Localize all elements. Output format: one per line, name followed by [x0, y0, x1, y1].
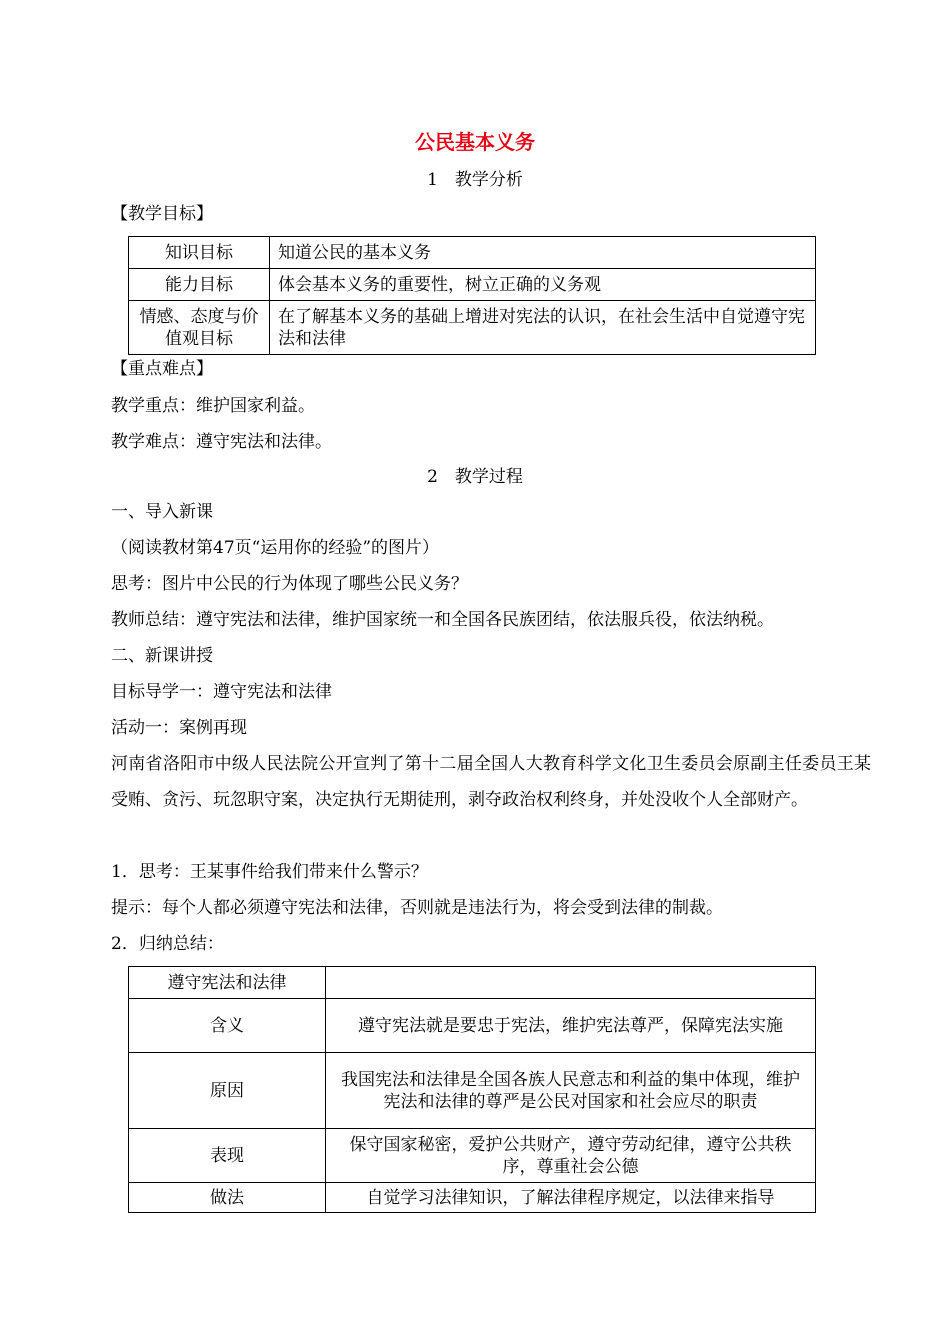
document-title: 公民基本义务 [415, 130, 535, 154]
table-row [129, 999, 816, 1053]
table-row [129, 1053, 816, 1129]
part-two-heading: 二、新课讲授 [111, 646, 213, 666]
summary-value: 自觉学习法律知识，了解法律程序规定，以法律来指导 [326, 1183, 816, 1213]
question-one: 1．思考：王某事件给我们带来什么警示？ [111, 862, 428, 882]
table-row [129, 967, 816, 999]
summary-key: 表现 [129, 1129, 326, 1183]
table-row [129, 1183, 816, 1213]
summary-key: 做法 [129, 1183, 326, 1213]
summary-table [128, 966, 816, 1213]
summary-header-empty [326, 967, 816, 999]
summary-value: 我国宪法和法律是全国各族人民意志和利益的集中体现，维护宪法和法律的尊严是公民对国家和社会应尽的职责 [326, 1053, 816, 1129]
difficult-point-text: 教学难点：遵守宪法和法律。 [111, 432, 332, 452]
key-point-text: 教学重点：维护国家利益。 [111, 396, 315, 416]
goal-value: 在了解基本义务的基础上增进对宪法的认识，在社会生活中自觉遵守宪法和法律 [270, 301, 816, 355]
summary-key: 含义 [129, 999, 326, 1053]
goals-heading: 【教学目标】 [111, 204, 213, 224]
goal-one-heading: 目标导学一：遵守宪法和法律 [111, 682, 332, 702]
part-one-heading: 一、导入新课 [111, 502, 213, 522]
teacher-summary: 教师总结：遵守宪法和法律，维护国家统一和全国各民族团结，依法服兵役，依法纳税。 [111, 610, 774, 630]
goal-value: 知道公民的基本义务 [270, 237, 816, 269]
goal-key: 能力目标 [129, 269, 270, 301]
activity-one-heading: 活动一：案例再现 [111, 718, 247, 738]
section-heading-analysis: 1 教学分析 [427, 170, 523, 190]
goals-table [128, 236, 816, 355]
table-row [129, 269, 816, 301]
table-row [129, 301, 816, 355]
summary-key: 原因 [129, 1053, 326, 1129]
table-row [129, 237, 816, 269]
summary-value: 保守国家秘密，爱护公共财产，遵守劳动纪律，遵守公共秩序，尊重社会公德 [326, 1129, 816, 1183]
hint-text: 提示：每个人都必须遵守宪法和法律，否则就是违法行为，将会受到法律的制裁。 [111, 898, 723, 918]
summary-header: 遵守宪法和法律 [129, 967, 326, 999]
goal-key: 知识目标 [129, 237, 270, 269]
question-two: 2．归纳总结： [111, 934, 224, 954]
key-points-heading: 【重点难点】 [111, 359, 213, 379]
table-row [129, 1129, 816, 1183]
section-heading-process: 2 教学过程 [427, 467, 523, 487]
reading-note: （阅读教材第47页“运用你的经验”的图片） [111, 538, 440, 558]
think-question: 思考：图片中公民的行为体现了哪些公民义务？ [111, 574, 468, 594]
summary-value: 遵守宪法就是要忠于宪法，维护宪法尊严，保障宪法实施 [326, 999, 816, 1053]
goal-key: 情感、态度与价值观目标 [129, 301, 270, 355]
case-paragraph: 河南省洛阳市中级人民法院公开宣判了第十二届全国人大教育科学文化卫生委员会原副主任委员王某受贿、贪污、玩忽职守案，决定执行无期徒刑，剥夺政治权利终身，并处没收个人全部财产。 [111, 754, 871, 810]
goal-value: 体会基本义务的重要性，树立正确的义务观 [270, 269, 816, 301]
